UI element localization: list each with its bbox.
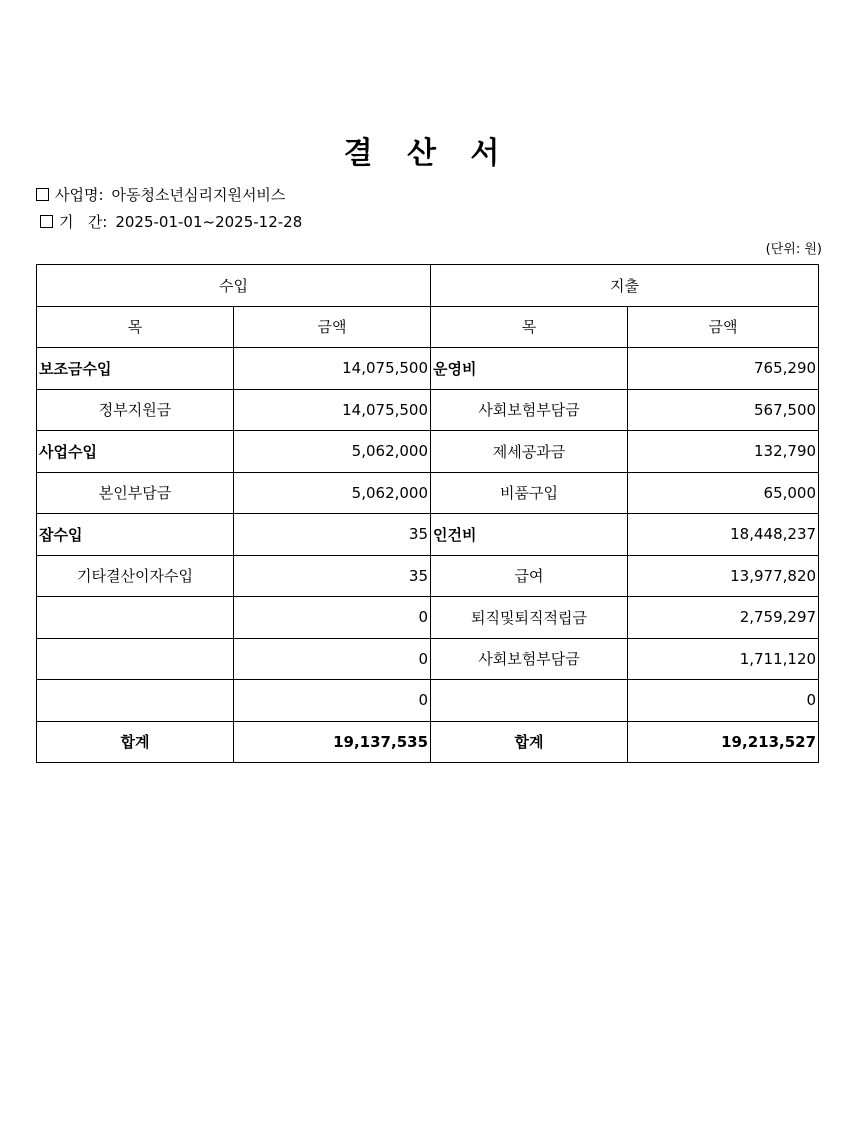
period-value: 2025-01-01~2025-12-28 (115, 213, 303, 231)
business-name-value: 아동청소년심리지원서비스 (111, 186, 286, 204)
income-item-cell: 본인부담금 (37, 472, 234, 514)
expense-total-label: 합계 (431, 721, 628, 763)
unit-note: (단위: 원) (765, 242, 822, 257)
income-amount-cell: 35 (234, 514, 431, 556)
income-amount-cell: 5,062,000 (234, 431, 431, 473)
income-amount-cell: 14,075,500 (234, 348, 431, 390)
table-row (37, 514, 819, 556)
income-amount-cell: 14,075,500 (234, 389, 431, 431)
expense-amount-cell: 2,759,297 (628, 597, 819, 639)
income-amount-cell: 0 (234, 638, 431, 680)
checkbox-square-icon (36, 188, 49, 201)
expense-amount-cell: 65,000 (628, 472, 819, 514)
expense-item-cell: 인건비 (431, 514, 628, 556)
expense-item-cell: 퇴직및퇴직적립금 (431, 597, 628, 639)
expense-item-column-header: 목 (431, 306, 628, 348)
expense-item-cell: 제세공과금 (431, 431, 628, 473)
income-item-cell (37, 597, 234, 639)
period-label: 기 간: (59, 213, 108, 231)
income-item-cell: 정부지원금 (37, 389, 234, 431)
table-row (37, 389, 819, 431)
expense-item-cell: 급여 (431, 555, 628, 597)
expense-header: 지출 (431, 265, 819, 307)
table-row (37, 472, 819, 514)
expense-item-cell: 사회보험부담금 (431, 389, 628, 431)
income-item-cell: 보조금수입 (37, 348, 234, 390)
income-item-cell (37, 680, 234, 722)
settlement-table (36, 264, 819, 763)
income-total-amount: 19,137,535 (234, 721, 431, 763)
income-amount-cell: 5,062,000 (234, 472, 431, 514)
income-item-cell: 사업수입 (37, 431, 234, 473)
table-row (37, 348, 819, 390)
income-amount-cell: 0 (234, 680, 431, 722)
expense-amount-cell: 1,711,120 (628, 638, 819, 680)
business-name-line (36, 185, 285, 205)
income-amount-cell: 35 (234, 555, 431, 597)
document-title: 결 산 서 (343, 136, 512, 171)
expense-amount-column-header: 금액 (628, 306, 819, 348)
income-header: 수입 (37, 265, 431, 307)
income-amount-column-header: 금액 (234, 306, 431, 348)
expense-total-amount: 19,213,527 (628, 721, 819, 763)
income-item-cell (37, 638, 234, 680)
table-row (37, 638, 819, 680)
expense-amount-cell: 18,448,237 (628, 514, 819, 556)
column-header-row (37, 306, 819, 348)
expense-item-cell: 운영비 (431, 348, 628, 390)
business-name-label: 사업명: (55, 186, 104, 204)
expense-item-cell: 비품구입 (431, 472, 628, 514)
income-item-column-header: 목 (37, 306, 234, 348)
table-row (37, 680, 819, 722)
table-row (37, 555, 819, 597)
expense-amount-cell: 765,290 (628, 348, 819, 390)
section-header-row (37, 265, 819, 307)
income-total-label: 합계 (37, 721, 234, 763)
income-item-cell: 잡수입 (37, 514, 234, 556)
table-row (37, 431, 819, 473)
expense-amount-cell: 13,977,820 (628, 555, 819, 597)
period-line (40, 212, 302, 232)
expense-amount-cell: 0 (628, 680, 819, 722)
expense-amount-cell: 567,500 (628, 389, 819, 431)
table-row (37, 597, 819, 639)
checkbox-square-icon (40, 215, 53, 228)
expense-item-cell: 사회보험부담금 (431, 638, 628, 680)
income-amount-cell: 0 (234, 597, 431, 639)
expense-amount-cell: 132,790 (628, 431, 819, 473)
income-item-cell: 기타결산이자수입 (37, 555, 234, 597)
total-row (37, 721, 819, 763)
expense-item-cell (431, 680, 628, 722)
